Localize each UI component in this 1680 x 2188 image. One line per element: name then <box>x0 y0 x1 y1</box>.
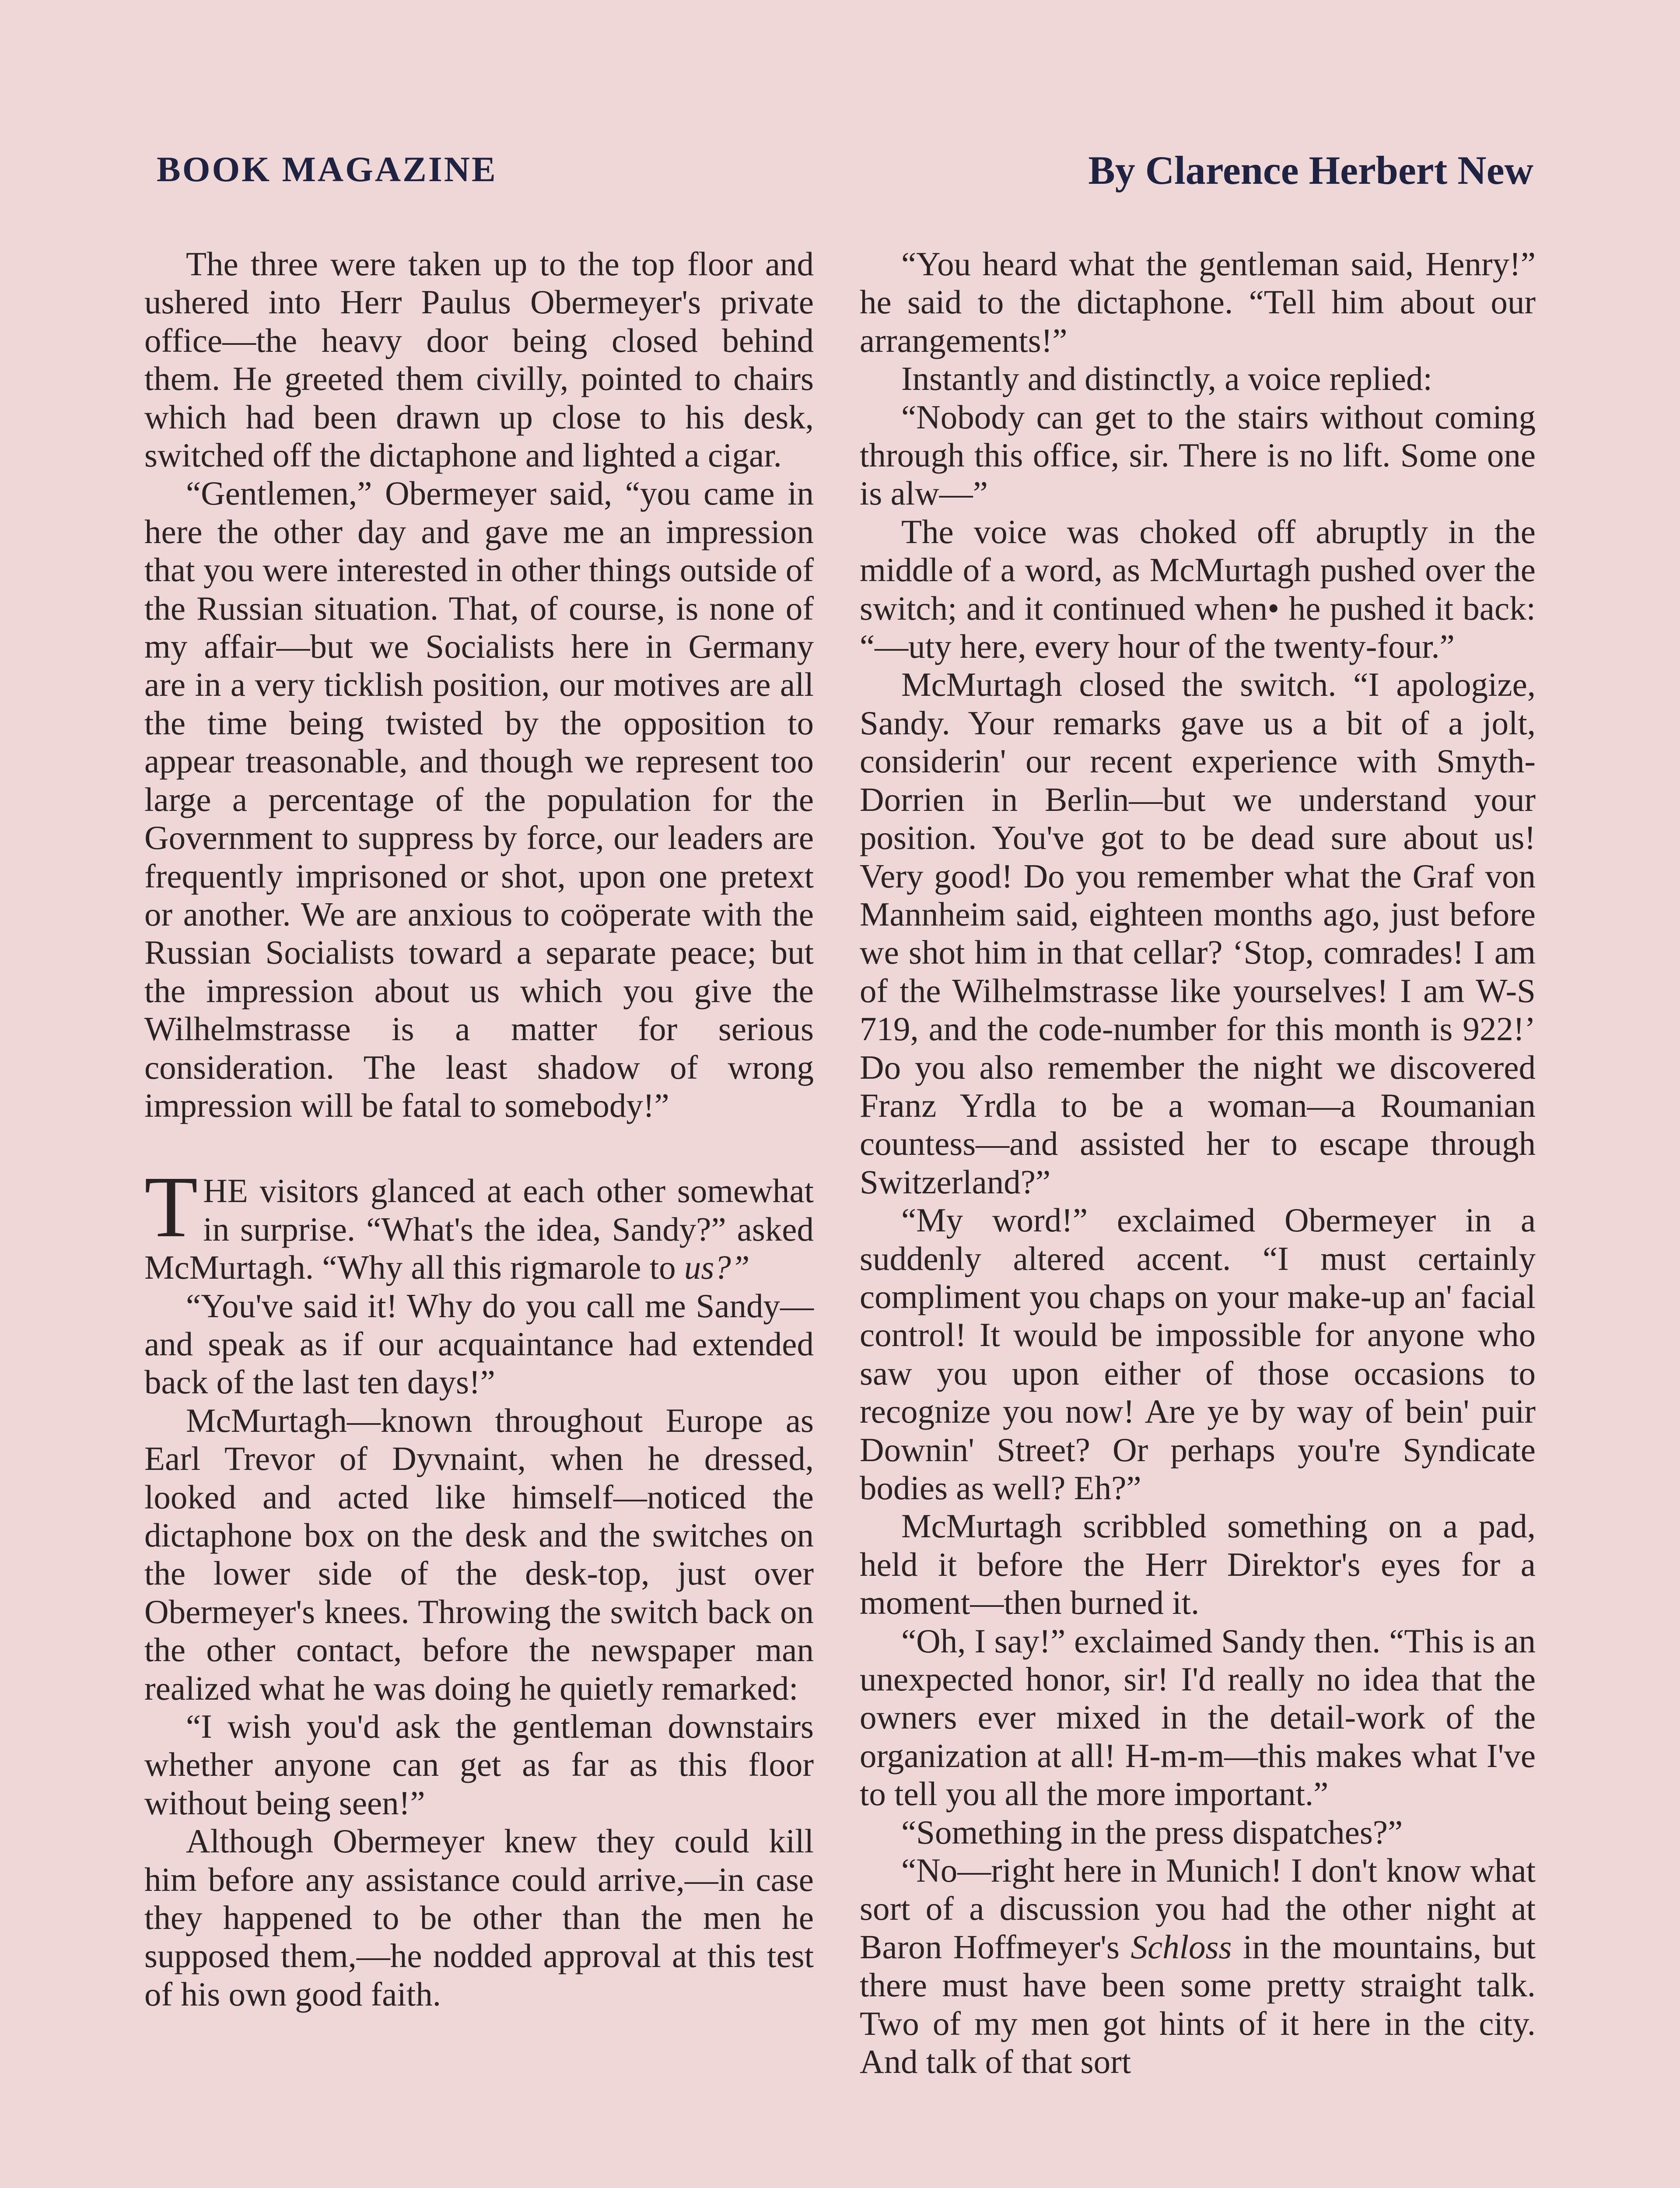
paragraph: “My word!” exclaimed Obermeyer in a suddenly altered accent. “I must certainly compliment you chaps on your make-up an' facial control! It would be impossible for anyone who saw you upon either of those occasions to recognize you now! Are ye by way of bein' puir Downin' Street? Or perhaps you're Syndicate bodies as well? Eh?” <box>860 1201 1536 1507</box>
paragraph: The three were taken up to the top floor and ushered into Herr Paulus Obermeyer's private office—the heavy door being closed behind them. He greeted them civilly, pointed to chairs which had been drawn up close to his desk, switched off the dictaphone and lighted a cigar. <box>144 245 814 474</box>
paragraph: “Something in the press dispatches?” <box>901 1813 1403 1851</box>
paragraph: “Nobody can get to the stairs without coming through this office, sir. There is no lift. Some one is alw—” <box>860 398 1536 512</box>
left-column <box>144 245 814 2013</box>
right-column <box>860 245 1536 2081</box>
paragraph: The voice was choked off abruptly in the middle of a word, as McMurtagh pushed over the switch; and it continued when• he pushed it back: “—uty here, every hour of the twenty-four.” <box>860 512 1536 666</box>
paragraph-text: “No—right here in Munich! I don't know what sort of a discussion you had the other night at Baron Hoffmeyer's <box>860 1851 1536 1966</box>
paragraph <box>860 1851 1536 2081</box>
paragraph-text: in the mountains, but there must have been some pretty straight talk. Two of my men got hints of it here in the city. And talk of that sort <box>860 1928 1536 2081</box>
paragraph: “Gentlemen,” Obermeyer said, “you came in here the other day and gave me an impression that you were interested in other things outside of the Russian situation. That, of course, is none of my affair—but we Socialists here in Germany are in a very ticklish position, our motives are all the time being twisted by the opposition to appear treasonable, and though we represent too large a percentage of the population for the Government to suppress by force, our leaders are frequently imprisoned or shot, upon one pretext or another. We are anxious to coöperate with the Russian Socialists toward a separate peace; but the impression about us which you give the Wilhelmstrasse is a matter for serious consideration. The least shadow of wrong impression will be fatal to somebody!” <box>144 474 814 1124</box>
italic-text: us?” <box>684 1248 750 1287</box>
paragraph: McMurtagh closed the switch. “I apologize, Sandy. Your remarks gave us a bit of a jolt, considerin' our recent experience with Smyth-Dorrien in Berlin—but we understand your position. You've got to be dead sure about us! Very good! Do you remember what the Graf von Mannheim said, eighteen months ago, just before we shot him in that cellar? ‘Stop, comrades! I am of the Wilhelmstrasse like yourselves! I am W-S 719, and the code-number for this month is 922!’ Do you also remember the night we discovered Franz Yrdla to be a woman—a Roumanian countess—and assisted her to escape through Switzerland?” <box>860 666 1536 1201</box>
paragraph: McMurtagh scribbled something on a pad, held it before the Herr Direktor's eyes for a moment—then burned it. <box>860 1507 1536 1622</box>
paragraph: Although Obermeyer knew they could kill him before any assistance could arrive,—in case they happened to be other than the men he supposed them,—he nodded approval at this test of his own good faith. <box>144 1822 814 2013</box>
paragraph: McMurtagh—known throughout Europe as Earl Trevor of Dyvnaint, when he dressed, looked and acted like himself—noticed the dictaphone box on the desk and the switches on the lower side of the desk-top, just over Obermeyer's knees. Throwing the switch back on the other contact, before the newspaper man realized what he was doing he quietly remarked: <box>144 1401 814 1707</box>
paragraph: “Oh, I say!” exclaimed Sandy then. “This is an unexpected honor, sir! I'd really no idea that the owners ever mixed in the detail-work of the organization at all! H-m-m—this makes what I've to tell you all the more important.” <box>860 1622 1536 1813</box>
italic-text: Schloss <box>1130 1928 1232 1966</box>
author-byline: By Clarence Herbert New <box>1088 148 1533 193</box>
section-opening-paragraph <box>144 1159 814 1287</box>
drop-cap: T <box>144 1159 198 1256</box>
paragraph: “You heard what the gentleman said, Henry!” he said to the dictaphone. “Tell him about our arrangements!” <box>860 245 1536 359</box>
paragraph: “You've said it! Why do you call me Sandy—and speak as if our acquaintance had extended back of the last ten days!” <box>144 1287 814 1401</box>
magazine-title: BOOK MAGAZINE <box>157 149 497 189</box>
paragraph-text: HE visitors glanced at each other somewhat in surprise. “What's the idea, Sandy?” asked McMurtagh. “Why all this rigmarole to <box>144 1172 814 1287</box>
paragraph: Instantly and distinctly, a voice replied: <box>901 360 1432 398</box>
paragraph: “I wish you'd ask the gentleman downstairs whether anyone can get as far as this floor without being seen!” <box>144 1708 814 1822</box>
